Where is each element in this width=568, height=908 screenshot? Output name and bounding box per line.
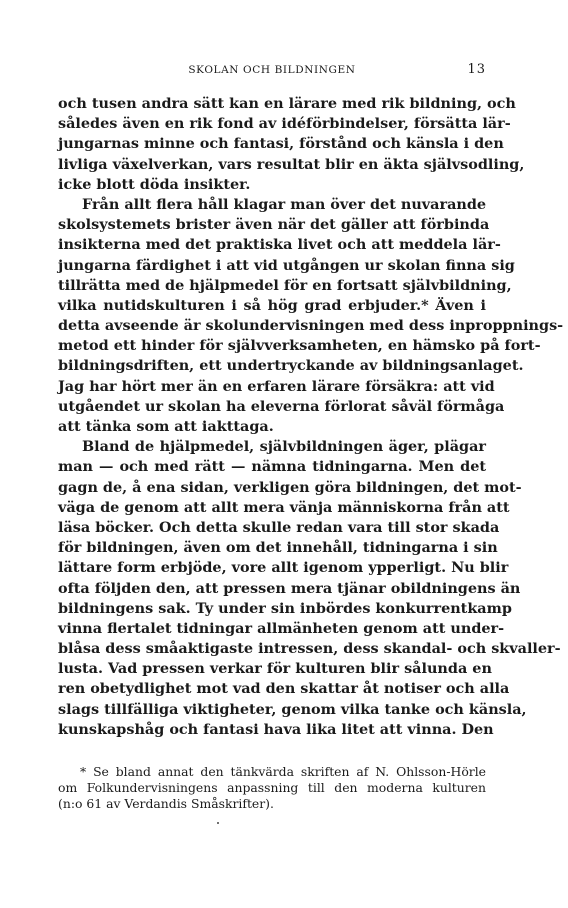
body-line: detta avseende är skolundervisningen med dess inproppnings-	[58, 317, 564, 335]
ink-speck	[217, 822, 219, 824]
body-line: således även en rik fond av idéförbindelser, försätta lär-	[58, 115, 511, 133]
body-line: för bildningen, även om det innehåll, tidningarna i sin	[58, 539, 498, 557]
body-line: väga de genom att allt mera vänja människorna från att	[58, 498, 510, 516]
footnote	[58, 764, 486, 812]
body-line: gagn de, å ena sidan, verkligen göra bildningen, det mot-	[58, 478, 522, 496]
body-line: skolsystemets brister även när det gäller att förbinda	[58, 216, 490, 234]
page-number: 13	[467, 62, 486, 77]
body-line: icke blott döda insikter.	[58, 175, 251, 193]
body-line: utgåendet ur skolan ha eleverna förlorat såväl förmåga	[58, 397, 505, 415]
body-line: kunskapshåg och fantasi hava lika litet att vinna. Den	[58, 720, 494, 738]
body-line: lättare form erbjöde, vore allt igenom ypperligt. Nu blir	[58, 559, 509, 577]
body-line: metod ett hinder för självverksamheten, en hämsko på fort-	[58, 337, 541, 355]
body-line: vinna flertalet tidningar allmänheten genom att under-	[58, 619, 505, 637]
body-line: man — och med rätt — nämna tidningarna. Men det	[58, 458, 486, 476]
body-line: ren obetydlighet mot vad den skattar åt notiser och alla	[58, 680, 510, 698]
body-line: bildningsdriften, ett undertryckande av bildningsanlaget.	[58, 357, 524, 375]
body-line: jungarnas minne och fantasi, förstånd och känsla i den	[58, 135, 504, 153]
body-line: Bland de hjälpmedel, självbildningen äger, plägar	[82, 438, 486, 456]
body-line: lusta. Vad pressen verkar för kulturen blir sålunda en	[58, 660, 492, 678]
running-head: SKOLAN OCH BILDNINGEN	[188, 64, 356, 76]
body-line: Från allt flera håll klagar man över det nuvarande	[82, 195, 487, 213]
body-line: Jag har hört mer än en erfaren lärare försäkra: att vid	[58, 377, 495, 395]
footnote-line: (n:o 61 av Verdandis Småskrifter).	[58, 796, 274, 811]
body-line: bildningens sak. Ty under sin inbördes konkurrentkamp	[58, 599, 512, 617]
body-line: att tänka som att iakttaga.	[58, 418, 274, 435]
body-line: slags tillfälliga viktigheter, genom vilka tanke och känsla,	[58, 700, 527, 718]
body-line: vilka nutidskulturen i så hög grad erbjuder.* Även i	[58, 296, 486, 314]
body-text	[58, 94, 564, 740]
footnote-line: om Folkundervisningens anpassning till den moderna kulturen	[58, 780, 486, 795]
body-line: blåsa dess småaktigaste intressen, dess skandal- och skvaller-	[58, 640, 561, 658]
body-line: och tusen andra sätt kan en lärare med rik bildning, och	[58, 95, 516, 112]
body-line: livliga växelverkan, vars resultat blir en äkta självsodling,	[58, 155, 525, 173]
footnote-line: * Se bland annat den tänkvärda skriften af N. Ohlsson-Hörle	[80, 764, 486, 779]
body-line: läsa böcker. Och detta skulle redan vara till stor skada	[58, 518, 500, 536]
body-line: tillrätta med de hjälpmedel för en fortsatt självbildning,	[58, 276, 512, 294]
body-line: insikterna med det praktiska livet och att meddela lär-	[58, 236, 501, 254]
body-line: jungarna färdighet i att vid utgången ur skolan finna sig	[58, 256, 515, 274]
body-line: ofta följden den, att pressen mera tjänar obildningens än	[58, 579, 521, 597]
